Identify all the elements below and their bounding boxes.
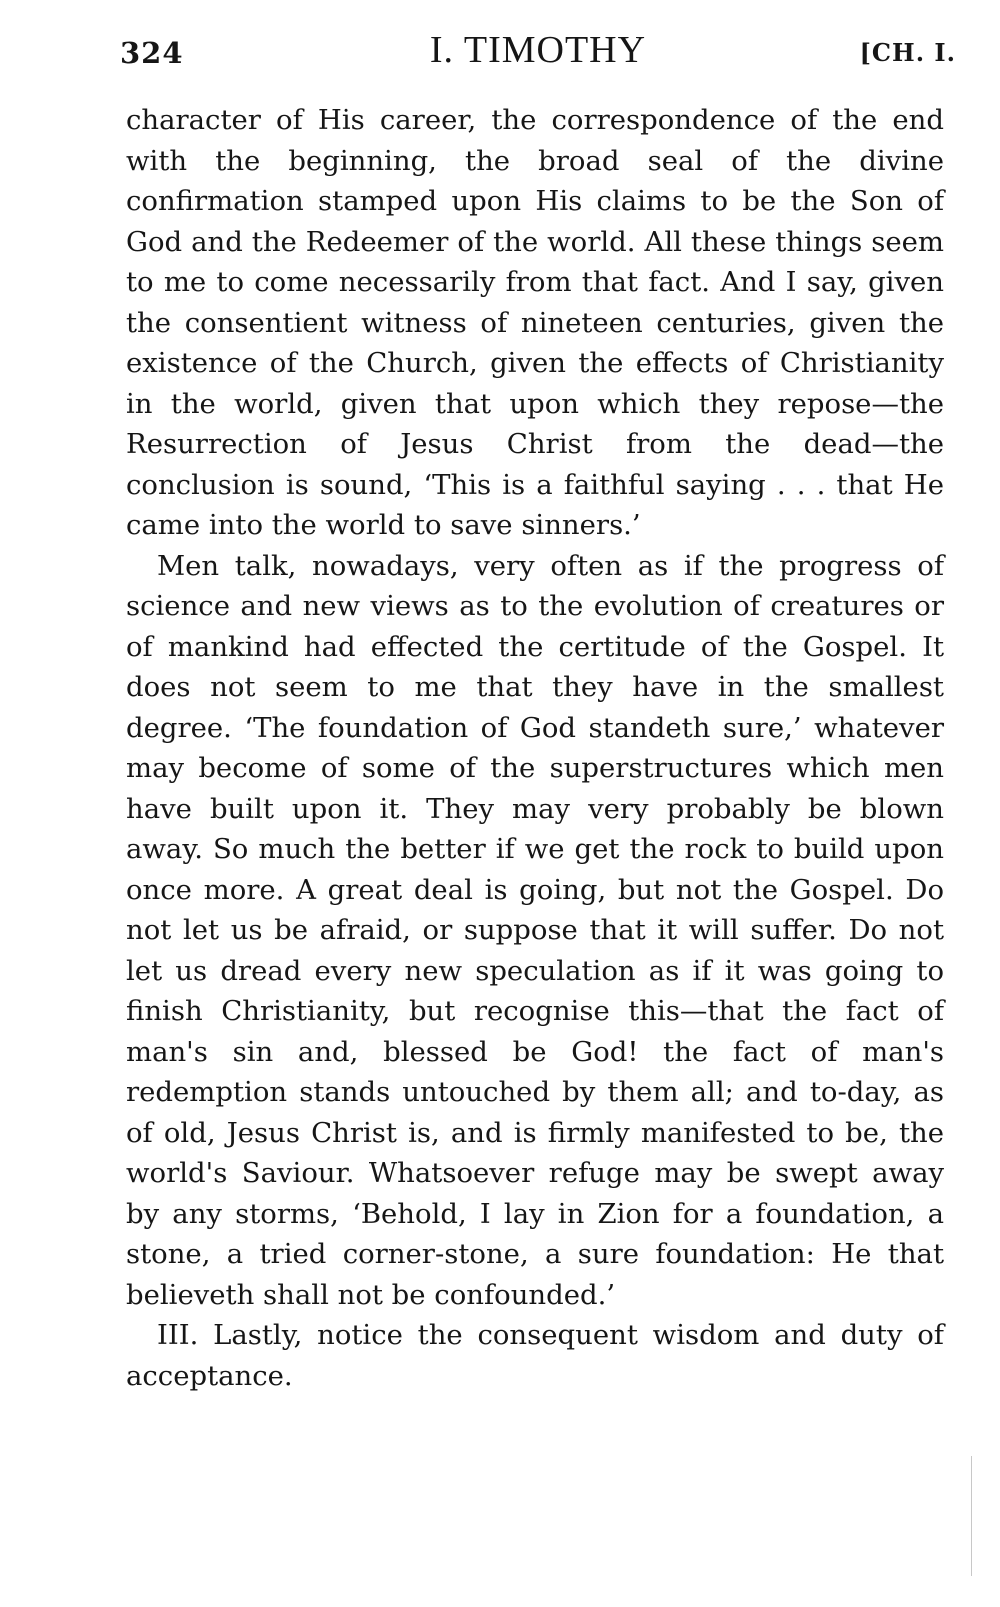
page-header — [120, 26, 956, 82]
page-number: 324 — [120, 36, 184, 70]
scan-margin-line — [971, 1456, 972, 1576]
paragraph-science-and-gospel: Men talk, nowadays, very often as if the progress of science and new views as to the evolution of creatures or of mankind had effected the certitude of the Gospel. It does not seem to me that they have in the smallest degree. ‘The foundation of God standeth sure,’ whatever may become of some of the superstructures which men have built upon it. They may very probably be blown away. So much the better if we get the rock to build upon once more. A great deal is going, but not the Gospel. Do not let us be afraid, or suppose that it will suffer. Do not let us dread every new speculation as if it was going to finish Christianity, but recognise this—that the fact of man's sin and, blessed be God! the fact of man's redemption stands untouched by them all; and to-day, as of old, Jesus Christ is, and is firmly manifested to be, the world's Saviour. Whatsoever refuge may be swept away by any storms, ‘Behold, I lay in Zion for a foundation, a stone, a tried corner-stone, a sure foundation: He that believeth shall not be confounded.’ — [126, 549, 944, 1311]
paragraph-continuation: character of His career, the correspondence of the end with the beginning, the broad seal of the divine confirmation stamped upon His claims to be the Son of God and the Redeemer of the world. All these things seem to me to come necessarily from that fact. And I say, given the consentient witness of nineteen centuries, given the existence of the Church, given the effects of Christianity in the world, given that upon which they repose—the Resurrection of Jesus Christ from the dead—the conclusion is sound, ‘This is a faithful saying . . . that He came into the world to save sinners.’ — [126, 104, 944, 541]
chapter-reference: [CH. I. — [859, 38, 956, 67]
body-text — [126, 100, 944, 1396]
paragraph-section-three: III. Lastly, notice the consequent wisdom and duty of acceptance. — [126, 1319, 944, 1392]
running-title: I. TIMOTHY — [429, 29, 647, 71]
